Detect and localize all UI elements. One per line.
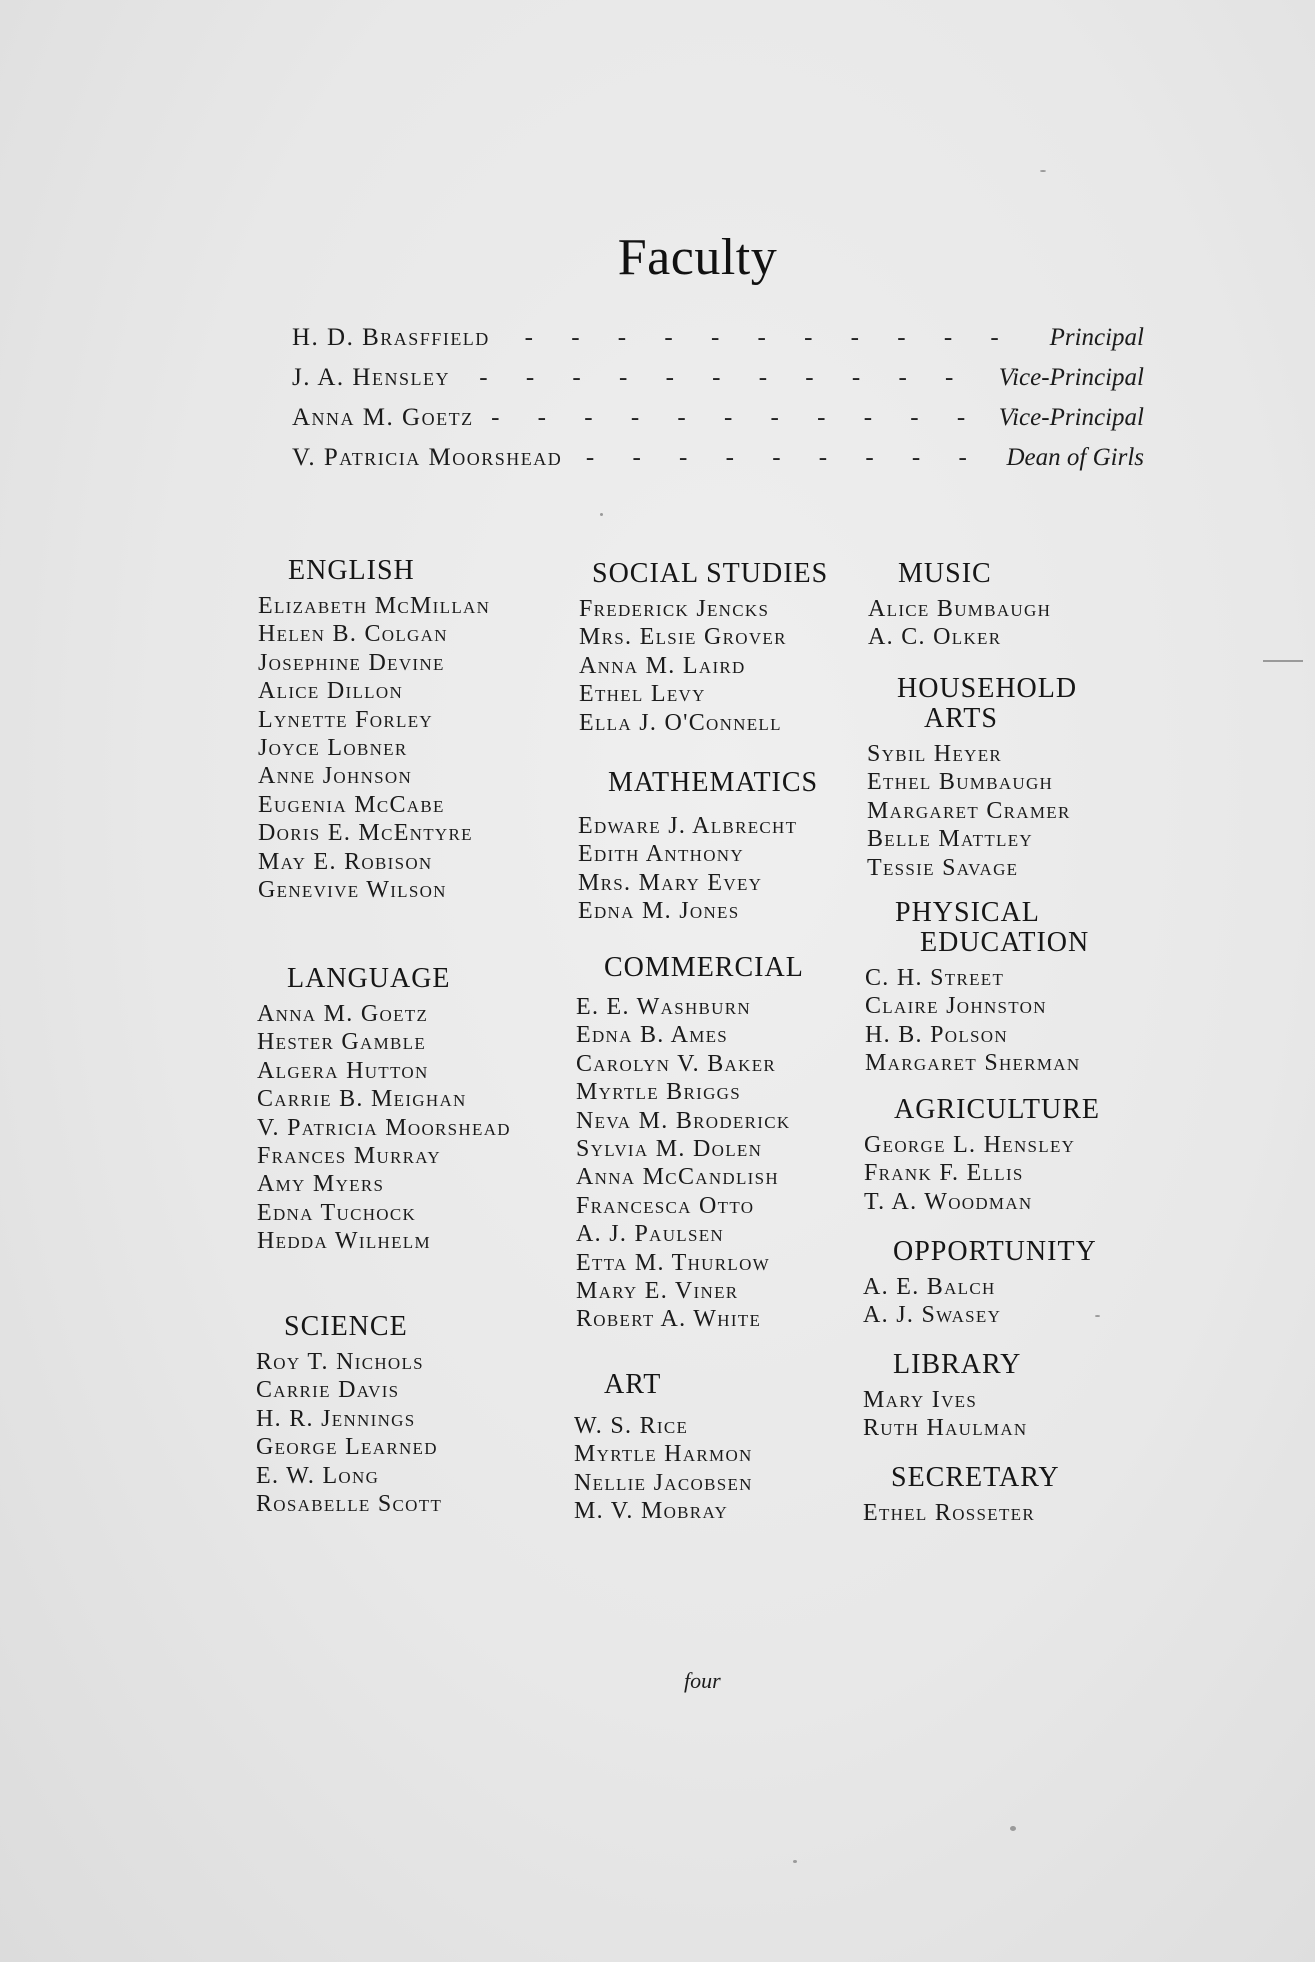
dept-english xyxy=(258,556,490,904)
faculty-member: Margaret Cramer xyxy=(867,797,1071,824)
faculty-member: Frances Murray xyxy=(257,1143,441,1170)
faculty-member: Josephine Devine xyxy=(258,649,445,676)
faculty-member: Anna M. Goetz xyxy=(257,1001,429,1027)
faculty-member: Mary E. Viner xyxy=(576,1278,739,1305)
faculty-member: Myrtle Harmon xyxy=(574,1441,753,1468)
faculty-member: Mrs. Elsie Grover xyxy=(579,624,787,651)
officer-role: Vice-Principal xyxy=(998,404,1144,431)
dept-heading: MATHEMATICS xyxy=(608,767,819,798)
dept-heading: AGRICULTURE xyxy=(894,1094,1100,1125)
dept-agriculture xyxy=(864,1095,1100,1216)
faculty-member: Anne Johnson xyxy=(258,763,413,790)
faculty-member: W. S. Rice xyxy=(574,1413,689,1439)
page-title: Faculty xyxy=(617,229,778,286)
dept-heading: OPPORTUNITY xyxy=(893,1236,1097,1267)
dept-heading-line1: HOUSEHOLD xyxy=(897,673,1078,704)
faculty-member: Frank F. Ellis xyxy=(864,1160,1024,1187)
leader-dashes: - - - - - - - - - - - xyxy=(524,324,1015,351)
officer-name: H. D. Brasffield xyxy=(292,324,490,351)
faculty-member: May E. Robison xyxy=(258,848,433,875)
dept-library xyxy=(863,1350,1028,1443)
faculty-member: Belle Mattley xyxy=(867,826,1033,853)
dept-heading-line2: EDUCATION xyxy=(920,927,1090,958)
faculty-member: Lynette Forley xyxy=(258,706,433,733)
faculty-member: E. E. Washburn xyxy=(576,994,751,1020)
faculty-member: Carolyn V. Baker xyxy=(576,1050,777,1077)
officers-list xyxy=(292,324,1144,484)
dept-music xyxy=(868,559,1051,652)
scan-speck xyxy=(1040,170,1046,172)
dept-heading: MUSIC xyxy=(898,558,992,589)
dept-heading: ART xyxy=(604,1369,662,1400)
dept-heading-line2: ARTS xyxy=(924,703,998,734)
faculty-member: A. J. Swasey xyxy=(863,1302,1002,1329)
leader-dashes: - - - - - - - - - - - xyxy=(491,404,982,431)
faculty-member: Neva M. Broderick xyxy=(576,1107,791,1134)
officer-row xyxy=(292,404,1144,444)
faculty-member: George L. Hensley xyxy=(864,1132,1076,1158)
faculty-member: Ethel Levy xyxy=(579,681,706,708)
faculty-member: Edware J. Albrecht xyxy=(578,813,798,839)
faculty-member: Helen B. Colgan xyxy=(258,621,448,648)
faculty-member: Edna M. Jones xyxy=(578,898,740,925)
dept-heading: ENGLISH xyxy=(288,555,415,586)
dept-secretary xyxy=(863,1463,1060,1527)
faculty-member: Nellie Jacobsen xyxy=(574,1469,753,1496)
dept-heading: LIBRARY xyxy=(893,1349,1022,1380)
faculty-member: Ethel Rosseter xyxy=(863,1500,1035,1526)
faculty-member: M. V. Mobray xyxy=(574,1498,729,1525)
faculty-member: Edna B. Ames xyxy=(576,1022,729,1049)
dept-physical-education xyxy=(865,898,1089,1078)
faculty-member: H. R. Jennings xyxy=(256,1405,416,1432)
faculty-member: Elizabeth McMillan xyxy=(258,593,491,619)
faculty-member: Mrs. Mary Evey xyxy=(578,869,763,896)
dept-social-studies xyxy=(579,559,828,737)
dept-heading-line1: PHYSICAL xyxy=(895,897,1040,928)
officer-role: Vice-Principal xyxy=(998,364,1144,391)
faculty-member: Joyce Lobner xyxy=(258,735,408,762)
faculty-member: Hedda Wilhelm xyxy=(257,1228,431,1255)
faculty-member: Ella J. O'Connell xyxy=(579,709,782,736)
dept-heading: SCIENCE xyxy=(284,1311,408,1342)
faculty-member: Hester Gamble xyxy=(257,1029,427,1056)
dept-heading: COMMERCIAL xyxy=(604,952,804,983)
faculty-member: Doris E. McEntyre xyxy=(258,820,473,847)
officer-name: J. A. Hensley xyxy=(292,364,450,391)
officer-name: V. Patricia Moorshead xyxy=(292,444,563,471)
dept-heading: SECRETARY xyxy=(891,1462,1060,1493)
dept-science xyxy=(256,1312,442,1518)
leader-dashes: - - - - - - - - - - - xyxy=(479,364,970,391)
faculty-member: Eugenia McCabe xyxy=(258,791,445,818)
faculty-member: A. J. Paulsen xyxy=(576,1221,724,1248)
faculty-member: Amy Myers xyxy=(257,1171,385,1198)
faculty-member: E. W. Long xyxy=(256,1462,380,1489)
faculty-member: Ruth Haulman xyxy=(863,1415,1028,1442)
faculty-member: T. A. Woodman xyxy=(864,1188,1033,1215)
officer-role: Principal xyxy=(1049,324,1144,351)
scan-speck xyxy=(1010,1826,1016,1831)
faculty-member: Algera Hutton xyxy=(257,1057,429,1084)
faculty-member: Rosabelle Scott xyxy=(256,1491,443,1518)
faculty-member: Ethel Bumbaugh xyxy=(867,769,1054,796)
officer-name: Anna M. Goetz xyxy=(292,404,474,431)
faculty-member: V. Patricia Moorshead xyxy=(257,1114,511,1141)
faculty-member: Alice Dillon xyxy=(258,678,404,705)
faculty-member: Sylvia M. Dolen xyxy=(576,1136,763,1163)
faculty-member: A. C. Olker xyxy=(868,624,1002,651)
scan-speck xyxy=(1095,1315,1100,1317)
faculty-member: Genevive Wilson xyxy=(258,877,447,904)
faculty-member: Sybil Heyer xyxy=(867,741,1003,767)
faculty-member: Anna M. Laird xyxy=(579,652,746,679)
faculty-member: Carrie B. Meighan xyxy=(257,1086,467,1113)
faculty-member: Claire Johnston xyxy=(865,993,1047,1020)
faculty-member: Frederick Jencks xyxy=(579,596,770,622)
dept-commercial xyxy=(576,953,804,1334)
faculty-member: Mary Ives xyxy=(863,1387,978,1413)
dept-art xyxy=(574,1370,753,1526)
faculty-member: Roy T. Nichols xyxy=(256,1349,424,1375)
faculty-member: Etta M. Thurlow xyxy=(576,1249,771,1276)
leader-dashes: - - - - - - - - - xyxy=(585,444,983,471)
page-number: four xyxy=(684,1668,721,1693)
faculty-member: H. B. Polson xyxy=(865,1021,1008,1048)
faculty-member: Francesca Otto xyxy=(576,1192,755,1219)
dept-household-arts xyxy=(867,674,1077,882)
scan-speck xyxy=(600,513,603,516)
faculty-member: Margaret Sherman xyxy=(865,1050,1081,1077)
dept-language xyxy=(257,964,511,1256)
scan-speck xyxy=(1263,660,1303,662)
scan-speck xyxy=(793,1860,797,1863)
dept-heading: SOCIAL STUDIES xyxy=(592,558,829,589)
dept-opportunity xyxy=(863,1237,1097,1330)
officer-role: Dean of Girls xyxy=(1006,444,1144,471)
faculty-member: A. E. Balch xyxy=(863,1274,996,1300)
faculty-member: Tessie Savage xyxy=(867,854,1019,881)
officer-row xyxy=(292,444,1144,484)
faculty-member: George Learned xyxy=(256,1434,438,1461)
faculty-member: Myrtle Briggs xyxy=(576,1079,742,1106)
dept-mathematics xyxy=(578,768,818,926)
officer-row xyxy=(292,324,1144,364)
faculty-member: C. H. Street xyxy=(865,965,1005,991)
faculty-member: Alice Bumbaugh xyxy=(868,596,1052,622)
dept-heading: LANGUAGE xyxy=(287,963,451,994)
faculty-member: Robert A. White xyxy=(576,1306,762,1333)
faculty-member: Anna McCandlish xyxy=(576,1164,779,1191)
faculty-member: Edith Anthony xyxy=(578,841,744,868)
officer-row xyxy=(292,364,1144,404)
faculty-member: Edna Tuchock xyxy=(257,1199,417,1226)
faculty-member: Carrie Davis xyxy=(256,1377,400,1404)
